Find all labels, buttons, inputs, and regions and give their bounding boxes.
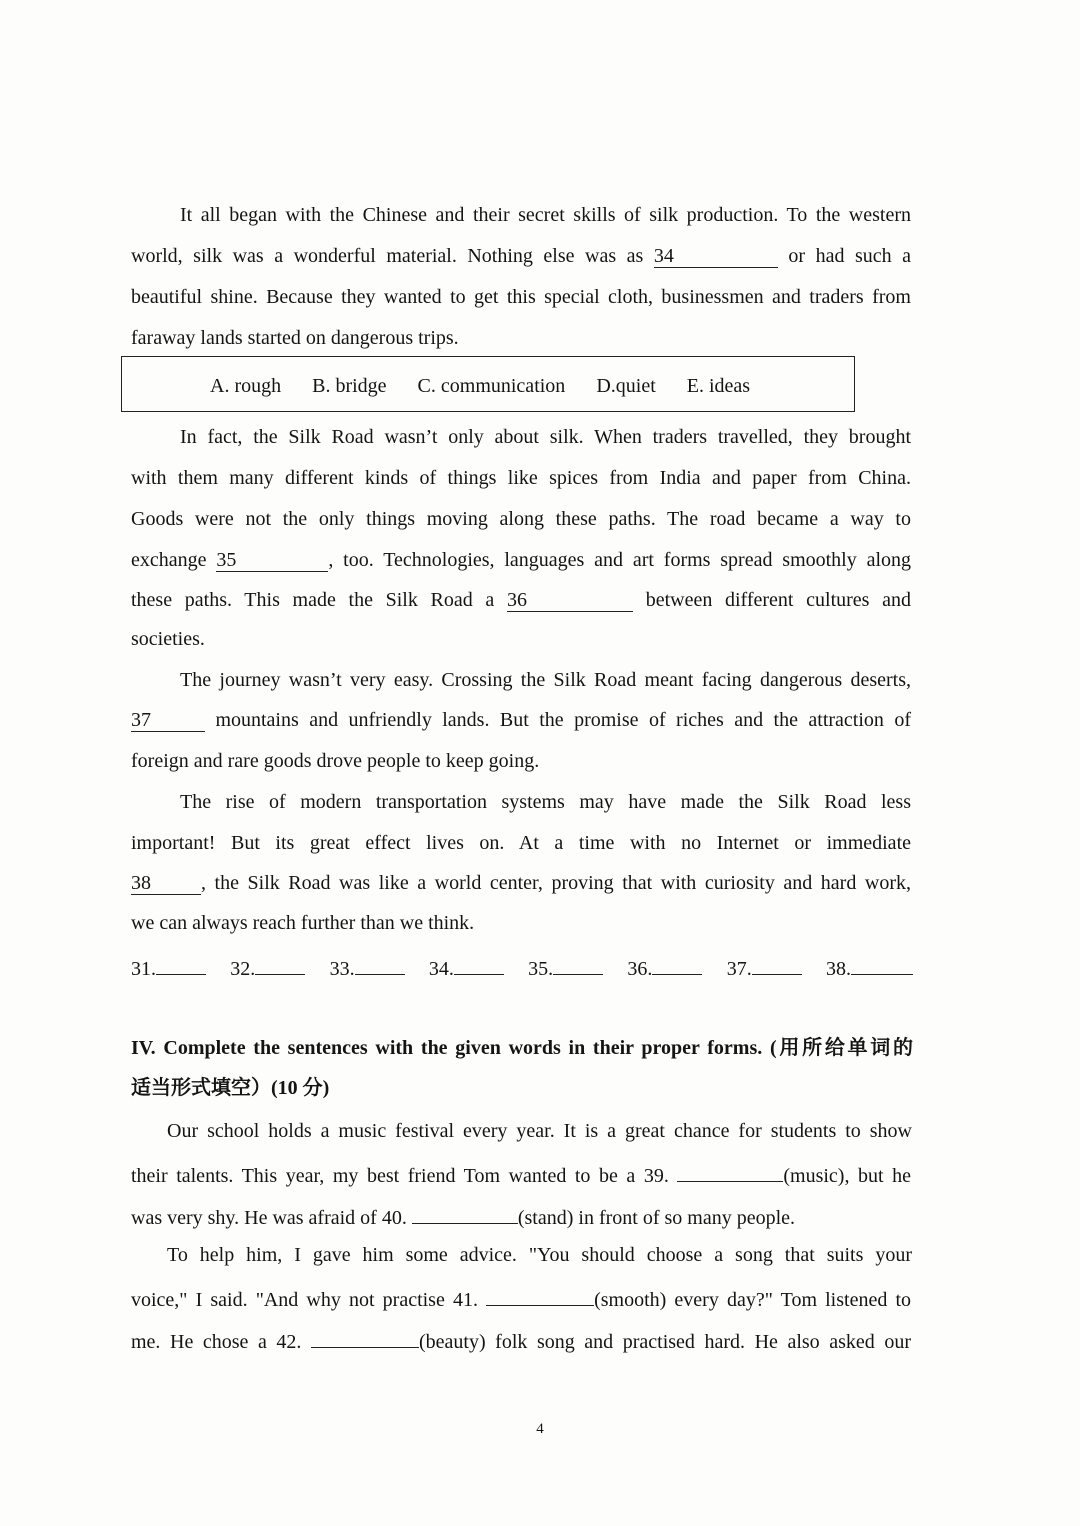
answer-row	[131, 954, 913, 981]
text-line: we can always reach further than we think.	[131, 912, 475, 934]
blank-35[interactable]: 35	[216, 550, 328, 572]
options-list	[210, 374, 776, 398]
text-line: Goods were not the only things moving along these paths. The road became a way to	[131, 508, 911, 530]
text-line: 37 mountains and unfriendly lands. But the promise of riches and the attraction of	[131, 709, 912, 731]
blank-41[interactable]	[486, 1284, 594, 1306]
text-line: voice," I said. "And why not practise 41. (smooth) every day?" Tom listened to	[131, 1284, 911, 1312]
answer-38: 38.	[826, 954, 913, 981]
option-a: A. rough	[210, 375, 282, 397]
text-line: important! But its great effect lives on. At a time with no Internet or immediate	[131, 832, 911, 854]
answer-blank[interactable]	[851, 954, 913, 975]
answer-blank[interactable]	[255, 954, 305, 975]
blank-39[interactable]	[677, 1160, 783, 1182]
text-line: these paths. This made the Silk Road a 36 between different cultures and	[131, 589, 912, 611]
option-c: C. communication	[417, 375, 566, 397]
answer-blank[interactable]	[652, 954, 702, 975]
text-line: Our school holds a music festival every year. It is a great chance for students to show	[167, 1120, 912, 1142]
text-line: foreign and rare goods drove people to keep going.	[131, 750, 540, 772]
answer-blank[interactable]	[752, 954, 802, 975]
option-b: B. bridge	[312, 375, 387, 397]
answer-36: 36.	[627, 954, 702, 981]
blank-37[interactable]: 37	[131, 710, 205, 732]
page-number: 4	[536, 1421, 544, 1437]
blank-42[interactable]	[311, 1326, 419, 1348]
text-line: The rise of modern transportation systems may have made the Silk Road less	[180, 791, 911, 813]
option-e: E. ideas	[686, 375, 751, 397]
text-line: world, silk was a wonderful material. Nothing else was as 34 or had such a	[131, 245, 912, 267]
answer-blank[interactable]	[454, 954, 504, 975]
text-line: 38 , the Silk Road was like a world center, proving that with curiosity and hard work,	[131, 872, 911, 894]
answer-37: 37.	[727, 954, 802, 981]
option-d: D.quiet	[596, 375, 656, 397]
answer-32: 32.	[230, 954, 305, 981]
text-line: To help him, I gave him some advice. "You should choose a song that suits your	[167, 1244, 912, 1266]
text-line: societies.	[131, 628, 205, 650]
text-line: faraway lands started on dangerous trips.	[131, 327, 459, 349]
text-line: It all began with the Chinese and their secret skills of silk production. To the western	[180, 204, 911, 226]
blank-38[interactable]: 38	[131, 873, 201, 895]
answer-31: 31.	[131, 954, 206, 981]
answer-blank[interactable]	[355, 954, 405, 975]
section-heading-cont: 适当形式填空）(10 分)	[131, 1077, 330, 1099]
answer-34: 34.	[429, 954, 504, 981]
answer-33: 33.	[330, 954, 405, 981]
blank-40[interactable]	[412, 1202, 518, 1224]
answer-blank[interactable]	[553, 954, 603, 975]
text-line: was very shy. He was afraid of 40. (stand) in front of so many people.	[131, 1202, 911, 1230]
text-line: beautiful shine. Because they wanted to get this special cloth, businessmen and traders from	[131, 286, 911, 308]
text-line: The journey wasn’t very easy. Crossing the Silk Road meant facing dangerous deserts,	[180, 669, 911, 691]
text-line: In fact, the Silk Road wasn’t only about silk. When traders travelled, they brought	[180, 426, 911, 448]
text-line: their talents. This year, my best friend Tom wanted to be a 39. (music), but he	[131, 1160, 911, 1188]
answer-35: 35.	[528, 954, 603, 981]
blank-34[interactable]: 34	[654, 246, 778, 268]
text-line: exchange 35 , too. Technologies, languages and art forms spread smoothly along	[131, 549, 911, 571]
text-line: with them many different kinds of things like spices from India and paper from China.	[131, 467, 911, 489]
answer-blank[interactable]	[156, 954, 206, 975]
text-line: me. He chose a 42. (beauty) folk song and practised hard. He also asked our	[131, 1326, 911, 1354]
section-heading: IV. Complete the sentences with the given words in their proper forms. (用所给单词的	[131, 1037, 913, 1059]
blank-36[interactable]: 36	[507, 590, 633, 612]
